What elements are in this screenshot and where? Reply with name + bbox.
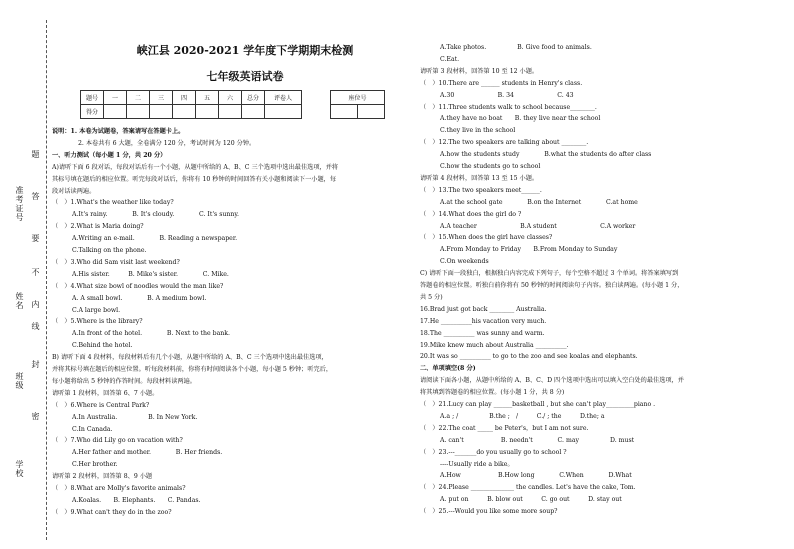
text-line: （ ）8.What are Molly's favorite animals?	[52, 485, 186, 492]
score-row-label: 得分	[81, 105, 104, 119]
exam-subtitle: 七年级英语试卷	[206, 70, 284, 83]
text-line: A.Take photos. B. Give food to animals.	[440, 44, 592, 51]
text-line: （ ）6.Where is Central Park?	[52, 401, 150, 409]
text-line: C.Eat.	[440, 55, 460, 63]
text-line: C.they live in the school	[440, 127, 516, 135]
text-line: 共 5 分)	[420, 293, 443, 301]
text-line: （ ）22.The coat _____ be Peter's，but I am not sure.	[420, 424, 589, 432]
score-cell	[242, 105, 265, 119]
text-line: A. can't B. needn't C. may D. must	[440, 436, 635, 444]
text-line: （ ）11.Three students walk to school because________.	[420, 103, 597, 111]
score-header-cell: 总分	[242, 91, 265, 105]
binding-margin	[0, 0, 62, 549]
text-line: 段对话读两遍。	[52, 187, 96, 195]
text-line: 2. 本卷共有 6 大题，全卷满分 120 分，考试时间为 120 分钟。	[78, 139, 256, 147]
score-header-cell: 题号	[81, 91, 104, 105]
seat-cell	[358, 105, 385, 119]
text-line: （ ）25.---Would you like some more soup?	[420, 508, 558, 516]
exam-title: 峡江县 2020-2021 学年度下学期期末检测	[136, 44, 354, 57]
text-line: （ ）7.Who did Lily go on vacation with?	[52, 437, 183, 445]
text-line: A.A teacher B.A student C.A worker	[440, 222, 636, 230]
seal-char: 不	[31, 268, 40, 277]
score-cell	[173, 105, 196, 119]
text-line: （ ）3.Who did Sam visit last weekend?	[52, 258, 180, 266]
score-header-cell: 三	[150, 91, 173, 105]
name-label: 姓名	[15, 292, 24, 310]
score-header-cell: 二	[127, 91, 150, 105]
text-line: C.Talking on the phone.	[72, 247, 147, 254]
seal-char: 答	[31, 192, 40, 201]
text-line: A.In front of the hotel. B. Next to the bank.	[72, 330, 231, 338]
text-line: 一、听力测试（每小题 1 分，共 20 分）	[52, 151, 167, 159]
seal-char: 内	[31, 300, 40, 309]
text-line: C.Behind the hotel.	[72, 342, 133, 350]
text-line: A. put on B. blow out C. go out D. stay out	[440, 496, 622, 504]
text-line: 请听第 4 段材料，回答第 13 至 15 小题。	[420, 174, 539, 182]
text-line: 17.He __________his vacation very much.	[420, 317, 547, 325]
text-line: A.30 B. 34 C. 43	[440, 91, 574, 99]
text-line: A.Koalas. B. Elephants. C. Pandas.	[72, 496, 201, 504]
text-line: 20.It was so __________ to go to the zoo and see koalas and elephants.	[420, 353, 638, 361]
seat-cell	[331, 105, 358, 119]
score-header-cell: 四	[173, 91, 196, 105]
text-line: 请阅读下面各小题，从题中所给的 A、B、C、D 四个选项中选出可以填入空白处的最佳选项，并	[420, 377, 684, 385]
score-header-cell: 五	[196, 91, 219, 105]
seal-char: 要	[31, 234, 40, 243]
class-label: 班级	[15, 372, 24, 390]
school-label: 学校	[15, 460, 24, 478]
text-line: C) 请听下面一段独白，根据独白内容完成下列句子，每个空格不超过 3 个单词。将答案填写到	[420, 270, 679, 278]
text-line: A.they have no boat B. they live near the school	[440, 115, 601, 123]
text-line: A.In Australia. B. In New York.	[72, 413, 198, 421]
seal-char: 封	[31, 360, 40, 369]
text-line: A)请听下面 6 段对话，每段对话后有一个小题，从题中所给的 A、B、C 三个选项中选出最佳选项，并将	[52, 163, 339, 171]
text-line: 请听第 2 段材料，回答第 8、9 小题	[52, 473, 153, 481]
seal-char: 线	[31, 322, 40, 331]
text-line: 其标号填在题后的相应位置。听完每段对话后，你将有 10 秒钟的时间回答有关小题和阅读下一小题，每	[52, 175, 337, 183]
score-cell	[196, 105, 219, 119]
text-line: A.how the students study B.what the students do after class	[440, 151, 652, 159]
text-line: ----Usually ride a bike。	[440, 460, 514, 468]
seal-line	[46, 20, 47, 540]
text-line: 说明：1. 本卷为试题卷，答案请写在答题卡上。	[52, 128, 185, 135]
text-line: A.at the school gate B.on the Internet C.at home	[440, 198, 638, 206]
text-line: （ ）2.What is Maria doing?	[52, 223, 144, 231]
text-line: 请听第 1 段材料，回答第 6、7 小题。	[52, 389, 159, 397]
text-line: 并将其标号填在题后的相应位置。听每段材料前，你将有时间阅读各个小题，每小题 5 秒钟；听完后，	[52, 366, 333, 373]
text-line: 16.Brad just got back ________ Australia.	[420, 305, 547, 313]
score-cell	[265, 105, 302, 119]
text-line: （ ）5.Where is the library?	[52, 318, 143, 326]
text-line: A.From Monday to Friday B.From Monday to Sunday	[440, 246, 618, 254]
text-line: A.Her father and mother. B. Her friends.	[72, 449, 223, 457]
text-line: C.A large bowl.	[72, 306, 121, 314]
text-line: C.Her brother.	[72, 461, 118, 469]
text-line: 答题卷的相应位置。听独白前你将有 50 秒钟的时间阅读句子内容。独白读两遍。(每小题 1 分，	[420, 282, 684, 289]
score-cell	[104, 105, 127, 119]
text-line: （ ）9.What can't they do in the zoo?	[52, 508, 172, 516]
exam-number-label: 准考证号	[15, 186, 24, 222]
text-line: C.how the students go to school	[440, 163, 541, 170]
score-table	[80, 90, 302, 119]
seal-char: 题	[31, 150, 40, 159]
text-line: A.It's rainy. B. It's cloudy. C. It's sunny.	[72, 211, 239, 219]
text-line: （ ）13.The two speakers meet______.	[420, 186, 542, 194]
score-header-cell: 一	[104, 91, 127, 105]
text-line: （ ）21.Lucy can play ______basketball , but she can't play_________piano .	[420, 401, 656, 408]
text-line: A.How B.How long C.When D.What	[440, 472, 632, 480]
text-line: A.His sister. B. Mike's sister. C. Mike.	[72, 270, 229, 278]
text-line: （ ）1.What's the weather like today?	[52, 199, 174, 207]
text-line: （ ）10.There are ______ students in Henry's class.	[420, 79, 583, 87]
text-line: （ ）4.What size bowl of noodles would the man like?	[52, 282, 224, 290]
score-cell	[219, 105, 242, 119]
score-header-cell: 六	[219, 91, 242, 105]
seat-table	[330, 90, 385, 119]
text-line: （ ）24.Please ______________ the candles. Let's have the cake, Tom.	[420, 484, 636, 492]
score-cell	[150, 105, 173, 119]
seal-char: 密	[31, 412, 40, 421]
text-line: 二、单项填空(8 分)	[420, 365, 476, 373]
text-line: 每小题将给出 5 秒钟的作答时间。每段材料读两遍。	[52, 377, 196, 385]
score-cell	[127, 105, 150, 119]
seat-label: 座位号	[331, 91, 385, 105]
text-line: C.In Canada.	[72, 425, 113, 433]
text-line: C.On weekends	[440, 258, 489, 266]
text-line: A.a ; / B.the ; / C./ ; the D.the; a	[440, 412, 605, 420]
text-line: （ ）14.What does the girl do ?	[420, 210, 522, 218]
text-line: 19.Mike knew much about Australia __________.	[420, 341, 569, 349]
text-line: 请听第 3 段材料，回答第 10 至 12 小题。	[420, 67, 539, 75]
text-line: A.Writing an e-mail. B. Reading a newspaper.	[72, 235, 238, 243]
text-line: A. A small bowl. B. A medium bowl.	[72, 294, 207, 302]
text-line: （ ）15.When does the girl have classes?	[420, 234, 553, 242]
text-line: （ ）12.The two speakers are talking about ________.	[420, 139, 589, 147]
text-line: 将其填到答题卷的相应位置。(每小题 1 分，共 8 分)	[420, 389, 565, 397]
text-line: （ ）23.---_______do you usually go to school ?	[420, 448, 567, 456]
text-line: B) 请听下面 4 段材料，每段材料后有几个小题，从题中所给的 A、B、C 三个选项中选出最佳选项，	[52, 354, 328, 362]
text-line: 18.The __________ was sunny and warm.	[420, 329, 545, 337]
score-header-cell: 评卷人	[265, 91, 302, 105]
